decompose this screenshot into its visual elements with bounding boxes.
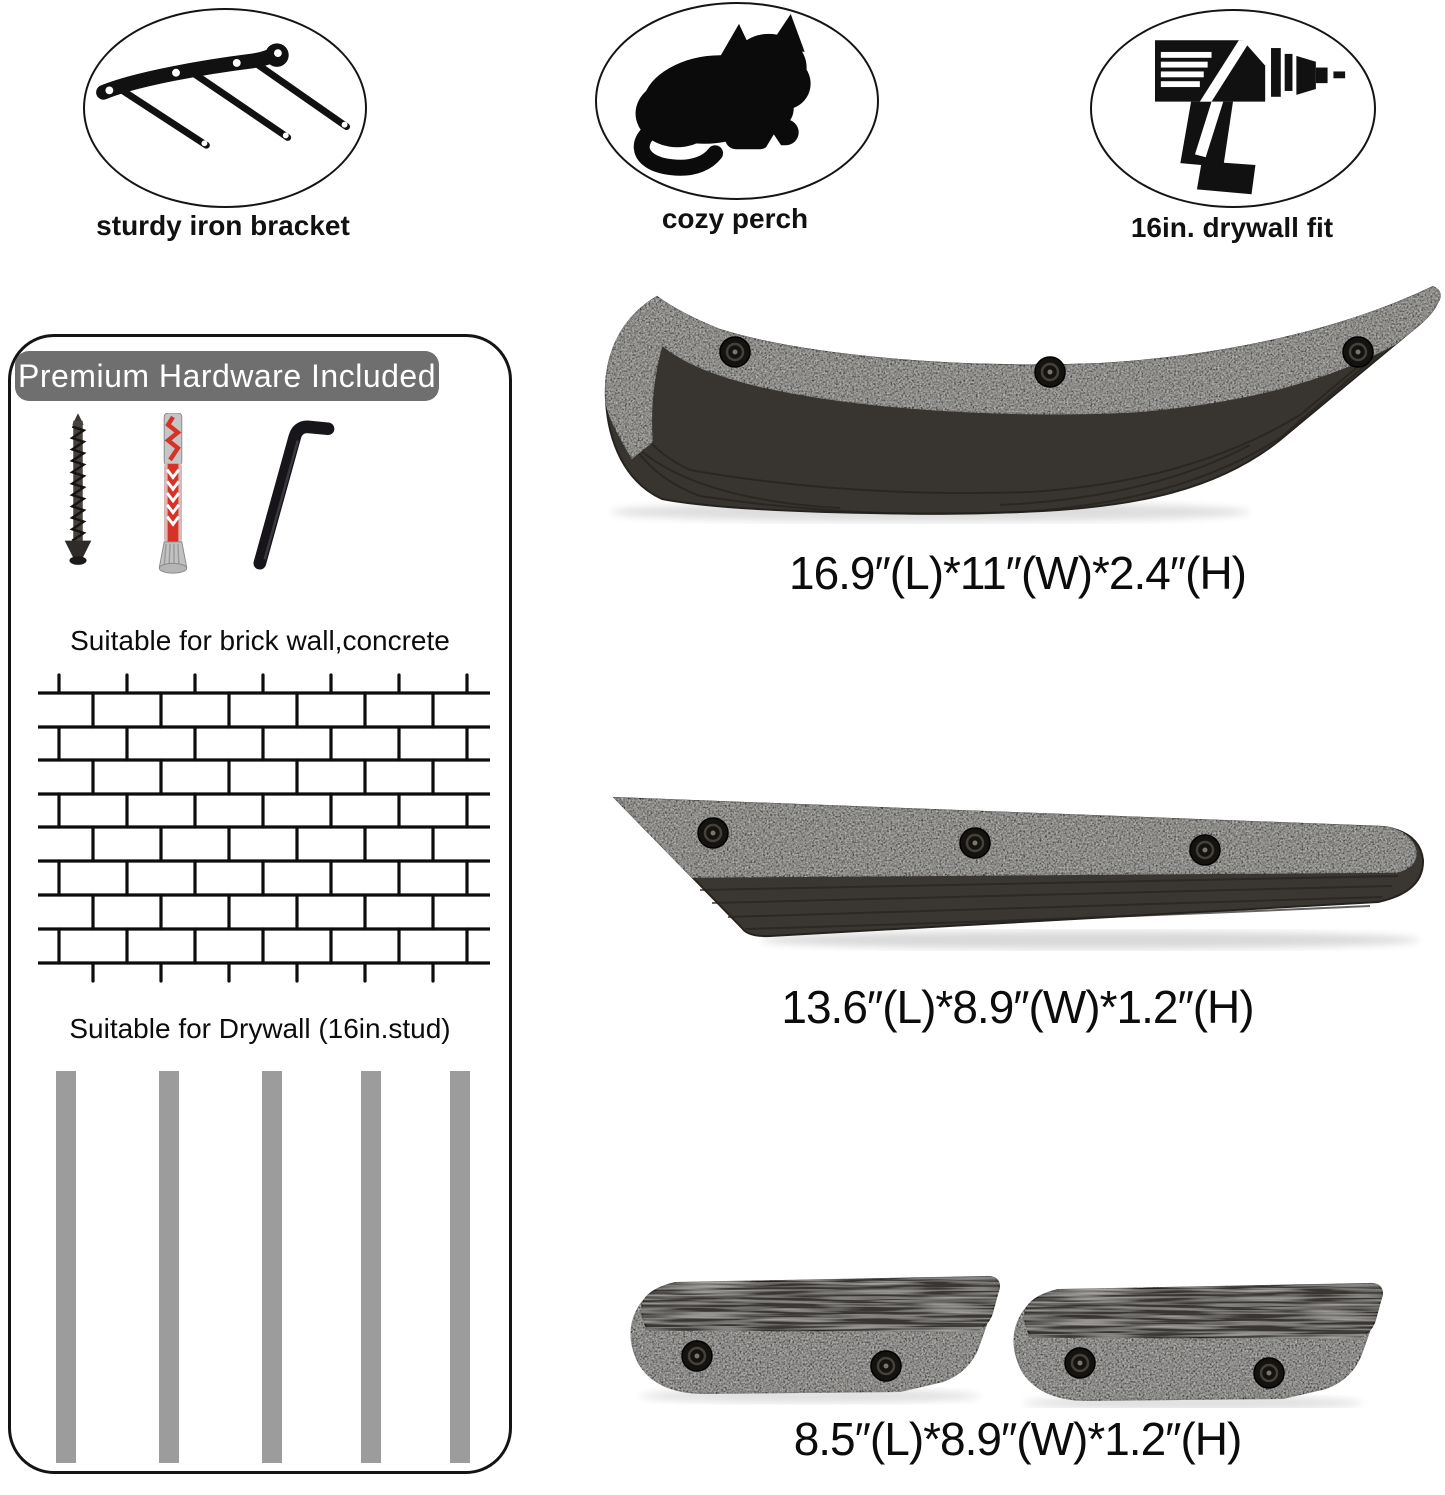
screw-icon xyxy=(59,411,97,579)
stud-stripe xyxy=(159,1071,179,1463)
feature-label: 16in. drywall fit xyxy=(1130,212,1334,243)
wall-anchor-icon xyxy=(153,413,193,577)
drill-icon xyxy=(1092,11,1374,206)
iron-bracket-icon xyxy=(85,10,365,206)
feature-circle xyxy=(83,8,367,208)
panel-title: Premium Hardware Included xyxy=(15,351,439,401)
shelf-photo-medium xyxy=(595,778,1445,958)
brick-caption: Suitable for brick wall,concrete xyxy=(70,625,450,656)
feature-label: sturdy iron bracket xyxy=(96,210,350,241)
drywall-caption: Suitable for Drywall (16in.stud) xyxy=(69,1013,451,1044)
hardware-panel xyxy=(8,334,512,1474)
shelf-photo-large xyxy=(595,278,1445,528)
stud-stripe xyxy=(450,1071,470,1463)
cat-icon xyxy=(597,4,877,198)
shelf-photo-small-pair xyxy=(595,1253,1445,1408)
stud-stripe xyxy=(56,1071,76,1463)
feature-circle xyxy=(1090,9,1376,208)
allen-key-icon xyxy=(241,419,341,571)
feature-label: cozy perch xyxy=(661,203,809,234)
stud-stripe xyxy=(262,1071,282,1463)
feature-circle xyxy=(595,2,879,200)
dimension-label-medium: 13.6″(L)*8.9″(W)*1.2″(H) xyxy=(781,981,1254,1033)
brick-wall-illustration xyxy=(38,669,490,983)
dimension-label-large: 16.9″(L)*11″(W)*2.4″(H) xyxy=(788,547,1246,599)
stud-stripe xyxy=(361,1071,381,1463)
dimension-label-small: 8.5″(L)*8.9″(W)*1.2″(H) xyxy=(793,1413,1242,1465)
